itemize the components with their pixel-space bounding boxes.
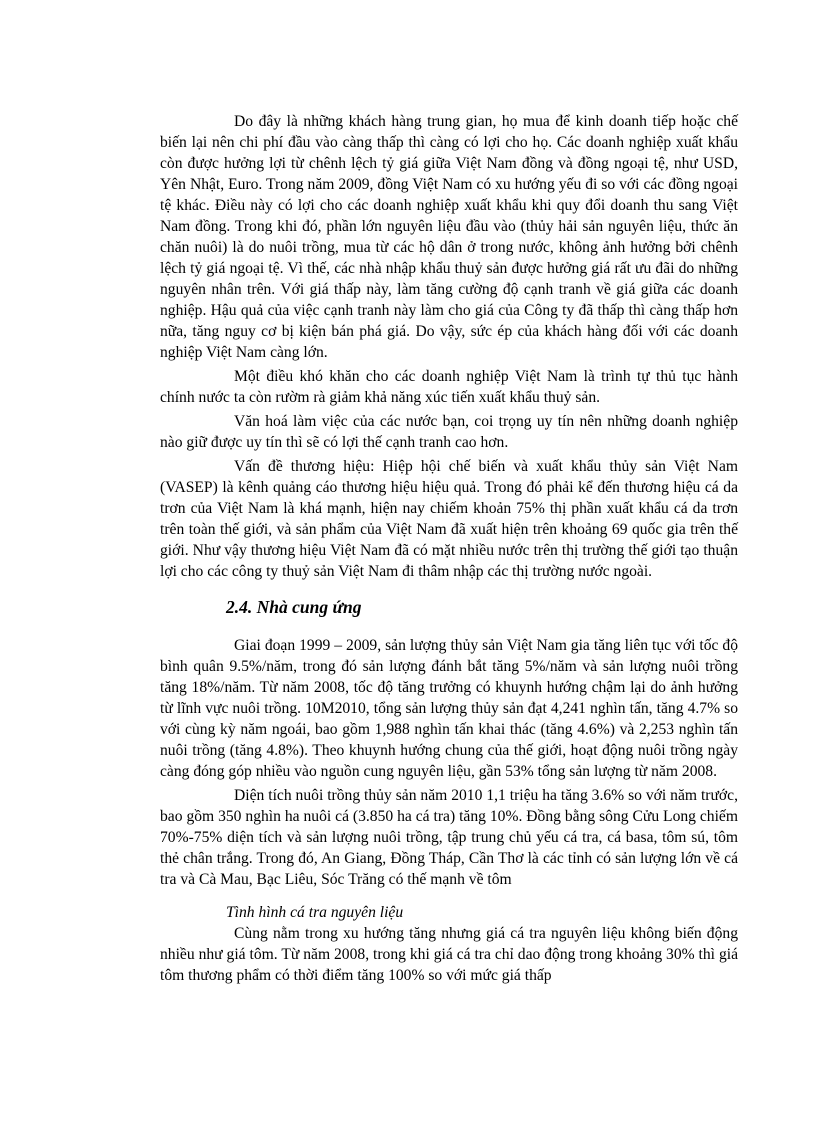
paragraph-customers-intermediary: Do đây là những khách hàng trung gian, họ mua để kinh doanh tiếp hoặc chế biến lại nên chi phí đầu vào càng thấp thì càng có lợi cho họ. Các doanh nghiệp xuất khẩu còn được hưởng lợi từ chênh lệch tỷ giá giữa Việt Nam đồng và đồng ngoại tệ, như USD, Yên Nhật, Euro. Trong năm 2009, đồng Việt Nam có xu hướng yếu đi so với các đồng ngoại tệ khác. Điều này có lợi cho các doanh nghiệp xuất khẩu khi quy đổi doanh thu sang Việt Nam đồng. Trong khi đó, phần lớn nguyên liệu đầu vào (thủy hải sản nguyên liệu, thức ăn chăn nuôi) là do nuôi trồng, mua từ các hộ dân ở trong nước, không ảnh hưởng bởi chênh lệch tỷ giá ngoại tệ. Vì thế, các nhà nhập khẩu thuỷ sản được hưởng giá rất ưu đãi do những nguyên nhân trên. Với giá thấp này, làm tăng cường độ cạnh tranh về giá giữa các doanh nghiệp. Hậu quả của việc cạnh tranh này làm cho giá của Công ty đã thấp thì càng thấp hơn nữa, tăng nguy cơ bị kiện bán phá giá. Do vậy, sức ép của khách hàng đối với các doanh nghiệp Việt Nam càng lớn. (160, 113, 738, 361)
paragraph-work-culture: Văn hoá làm việc của các nước bạn, coi trọng uy tín nên những doanh nghiệp nào giữ được uy tín thì sẽ có lợi thế cạnh tranh cao hơn. (160, 413, 738, 451)
subheading-catfish-material: Tình hình cá tra nguyên liệu (226, 904, 404, 921)
paragraph-administrative-procedures: Một điều khó khăn cho các doanh nghiệp Việt Nam là trình tự thủ tục hành chính nước ta còn rườm rà giảm khả năng xúc tiến xuất khẩu thuỷ sản. (160, 368, 738, 406)
paragraph-brand-issue: Vấn đề thương hiệu: Hiệp hội chế biến và xuất khẩu thủy sản Việt Nam (VASEP) là kênh quảng cáo thương hiệu hiệu quả. Trong đó phải kể đến thương hiệu cá da trơn của Việt Nam là khá mạnh, hiện nay chiếm khoản 75% thị phần xuất khẩu cá da trơn trên toàn thế giới, và sản phẩm của Việt Nam đã xuất hiện trên khoảng 69 quốc gia trên thế giới. Như vậy thương hiệu Việt Nam đã có mặt nhiều nước trên thị trường thế giới tạo thuận lợi cho các công ty thuỷ sản Việt Nam đi thâm nhập các thị trường nước ngoài. (160, 458, 738, 580)
page-content (160, 111, 738, 986)
paragraph-aquaculture-area: Diện tích nuôi trồng thủy sản năm 2010 1,1 triệu ha tăng 3.6% so với năm trước, bao gồm 350 nghìn ha nuôi cá (3.850 ha cá tra) tăng 10%. Đồng bằng sông Cửu Long chiếm 70%-75% diện tích và sản lượng nuôi trồng, tập trung chủ yếu cá tra, cá basa, tôm sú, tôm thẻ chân trắng. Trong đó, An Giang, Đồng Tháp, Cần Thơ là các tỉnh có sản lượng lớn về cá tra và Cà Mau, Bạc Liêu, Sóc Trăng có thế mạnh về tôm (160, 787, 738, 888)
paragraph-production-output: Giai đoạn 1999 – 2009, sản lượng thủy sản Việt Nam gia tăng liên tục với tốc độ bình quân 9.5%/năm, trong đó sản lượng đánh bắt tăng 5%/năm và sản lượng nuôi trồng tăng 18%/năm. Từ năm 2008, tốc độ tăng trưởng có khuynh hướng chậm lại do ảnh hưởng từ lĩnh vực nuôi trồng. 10M2010, tổng sản lượng thủy sản đạt 4,241 nghìn tấn, tăng 4.7% so với cùng kỳ năm ngoái, bao gồm 1,988 nghìn tấn khai thác (tăng 4.6%) và 2,253 nghìn tấn nuôi trồng (tăng 4.8%). Theo khuynh hướng chung của thế giới, hoạt động nuôi trồng ngày càng đóng góp nhiều vào nguồn cung nguyên liệu, gần 53% tổng sản lượng từ năm 2008. (160, 637, 738, 780)
section-heading-suppliers: 2.4. Nhà cung ứng (226, 597, 362, 617)
paragraph-catfish-prices: Cùng nằm trong xu hướng tăng nhưng giá cá tra nguyên liệu không biến động nhiều như giá tôm. Từ năm 2008, trong khi giá cá tra chỉ dao động trong khoảng 30% thì giá tôm thương phẩm có thời điểm tăng 100% so với mức giá thấp (160, 925, 738, 984)
